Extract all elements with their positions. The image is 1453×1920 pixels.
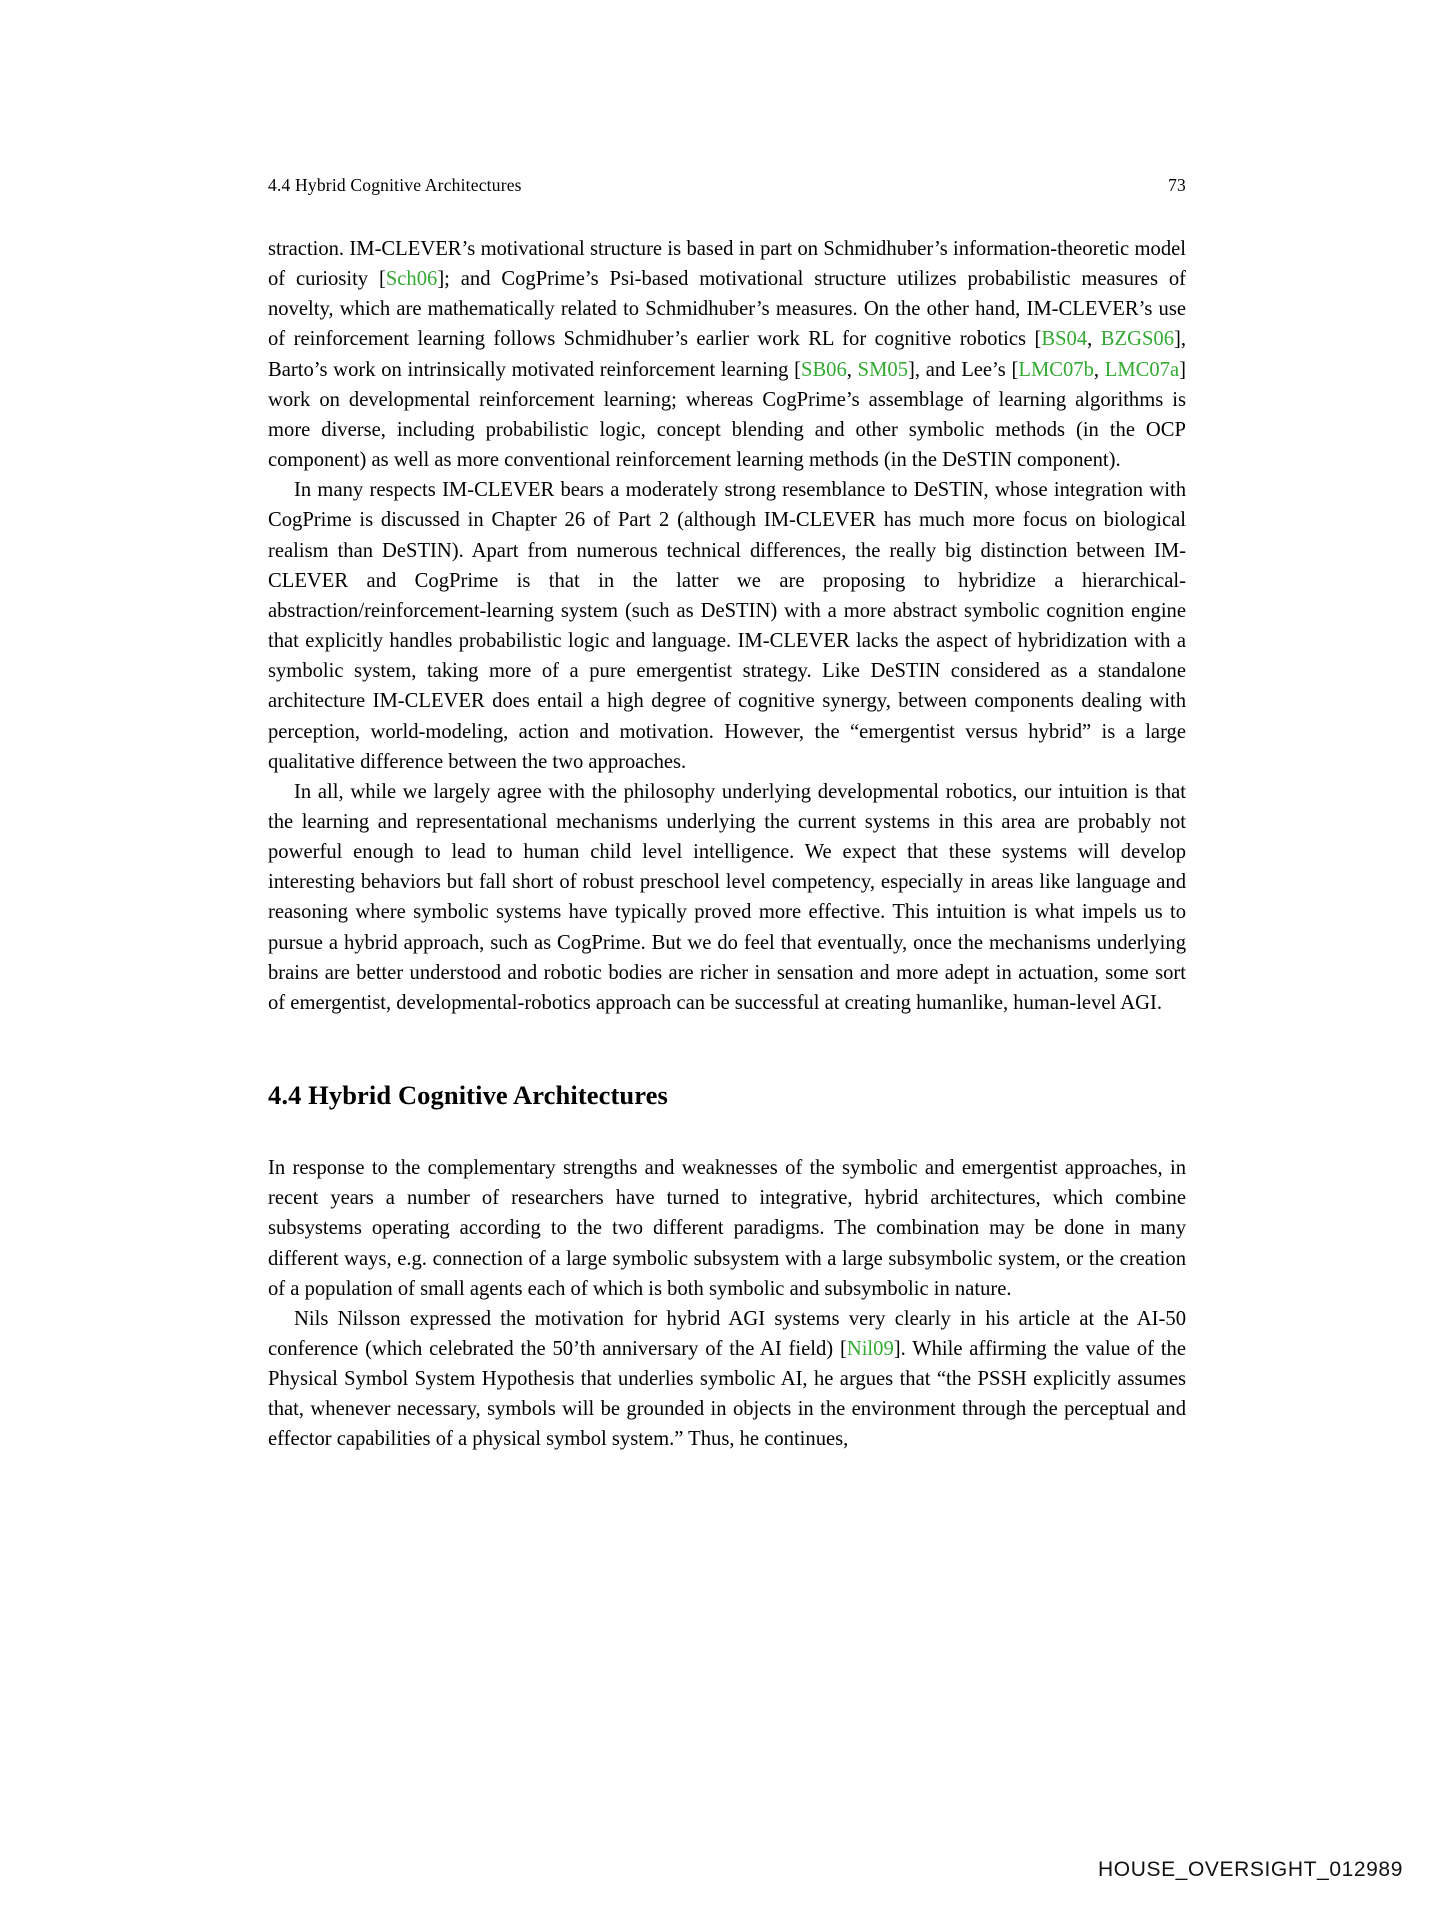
citation-lmc07b[interactable]: LMC07b <box>1018 358 1094 381</box>
running-head <box>268 175 1186 196</box>
citation-sb06[interactable]: SB06 <box>800 358 847 381</box>
page-content <box>268 175 1186 1455</box>
paragraph-text-d: ], Barto’s work on intrinsically motivated reinforcement learning [ <box>268 328 1187 381</box>
citation-bzgs06[interactable]: BZGS06 <box>1100 328 1174 351</box>
paragraph-text-f: ], and Lee’s [ <box>908 358 1019 381</box>
paragraph-conclusion-developmental: In all, while we largely agree with the philosophy underlying developmental robotics, our intuition is that the learning and representational mechanisms underlying the current systems in this area are probably not powerful enough to lead to human child level intelligence. We expect that these systems will develop interesting behaviors but fall short of robust preschool level competency, especially in areas like language and reasoning where symbolic systems have typically proved more effective. This intuition is what impels us to pursue a hybrid approach, such as CogPrime. But we do feel that eventually, once the mechanisms underlying brains are better understood and robotic bodies are richer in sensation and more adept in actuation, some sort of emergentist, developmental-robotics approach can be successful at creating humanlike, human-level AGI. <box>268 780 1186 1014</box>
paragraph-text-h: ] work on developmental reinforcement learning; whereas CogPrime’s assemblage of learning algorithms is more diverse, including probabilistic logic, concept blending and other symbolic methods (in the OCP component) as well as more conventional reinforcement learning methods (in the DeSTIN component). <box>268 358 1187 472</box>
paragraph-text-a: straction. IM-CLEVER’s motivational structure is based in part on Schmidhuber’s information-theoretic model of curiosity [ <box>268 238 1186 291</box>
paragraph-text-e: , <box>846 358 858 381</box>
bates-stamp: HOUSE_OVERSIGHT_012989 <box>1098 1858 1403 1881</box>
section-heading-4-4: 4.4 Hybrid Cognitive Architectures <box>268 1080 668 1111</box>
section-spacer-top <box>268 1018 1186 1080</box>
citation-nil09[interactable]: Nil09 <box>846 1338 894 1360</box>
paragraph-nilsson-text-b: ]. While affirming the value of the Physical Symbol System Hypothesis that underlies symbolic AI, he argues that “the PSSH explicitly assumes that, whenever necessary, symbols will be grounded in objects in the environment through the perceptual and effector capabilities of a physical symbol system.” Thus, he continues, <box>268 1338 1186 1451</box>
paragraph-hybrid-intro: In response to the complementary strengths and weaknesses of the symbolic and emergentist approaches, in recent years a number of researchers have turned to integrative, hybrid architectures, which combine subsystems operating according to the two different paradigms. The combination may be done in many different ways, e.g. connection of a large symbolic subsystem with a large subsymbolic system, or the creation of a population of small agents each of which is both symbolic and subsymbolic in nature. <box>268 1157 1186 1300</box>
paragraph-im-clever-destin: In many respects IM-CLEVER bears a moderately strong resemblance to DeSTIN, whose integration with CogPrime is discussed in Chapter 26 of Part 2 (although IM-CLEVER has much more focus on biological realism than DeSTIN). Apart from numerous technical differences, the really big distinction between IM-CLEVER and CogPrime is that in the latter we are proposing to hybridize a hierarchical-abstraction/reinforcement-learning system (such as DeSTIN) with a more abstract symbolic cognition engine that explicitly handles probabilistic logic and language. IM-CLEVER lacks the aspect of hybridization with a symbolic system, taking more of a pure emergentist strategy. Like DeSTIN considered as a standalone architecture IM-CLEVER does entail a high degree of cognitive synergy, between components dealing with perception, world-modeling, action and motivation. However, the “emergentist versus hybrid” is a large qualitative difference between the two approaches. <box>268 479 1186 773</box>
citation-sch06[interactable]: Sch06 <box>385 268 438 291</box>
citation-bs04[interactable]: BS04 <box>1041 328 1088 351</box>
paragraph-text-c: , <box>1087 328 1101 351</box>
paragraph-continuation <box>268 234 1186 475</box>
paragraph-nilsson <box>268 1304 1186 1455</box>
section-spacer-bottom <box>268 1111 1186 1153</box>
page-number: 73 <box>1168 175 1186 195</box>
paragraph-text-g: , <box>1093 358 1105 381</box>
running-head-section-title: 4.4 Hybrid Cognitive Architectures <box>268 175 522 195</box>
paragraph-nilsson-text-a: Nils Nilsson expressed the motivation for hybrid AGI systems very clearly in his article at the AI-50 conference (which celebrated the 50’th anniversary of the AI field) [ <box>268 1307 1186 1360</box>
citation-sm05[interactable]: SM05 <box>857 358 909 381</box>
paragraph-text-b: ]; and CogPrime’s Psi-based motivational structure utilizes probabilistic measures of novelty, which are mathematically related to Schmidhuber’s measures. On the other hand, IM-CLEVER’s use of reinforcement learning follows Schmidhuber’s earlier work RL for cognitive robotics [ <box>268 268 1186 351</box>
citation-lmc07a[interactable]: LMC07a <box>1104 358 1180 381</box>
